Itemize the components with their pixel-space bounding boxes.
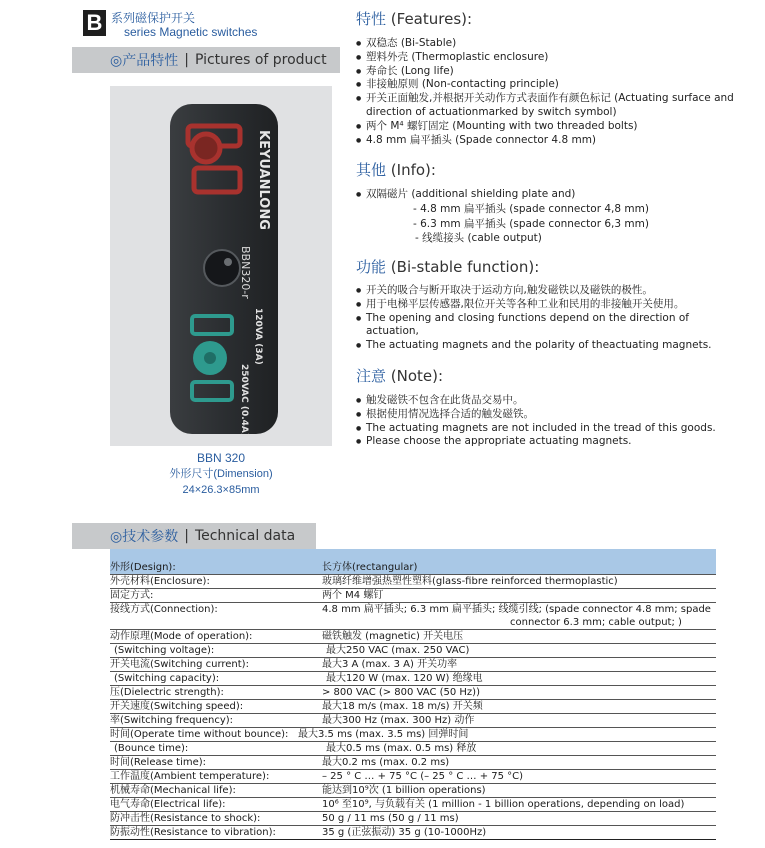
table-row [110,798,716,812]
table-row [110,672,716,686]
table-cell-value: 长方体(rectangular) [322,562,418,573]
table-row [110,575,716,589]
table-cell-label: (Switching voltage): [114,645,215,656]
table-cell-value: 磁铁触发 (magnetic) 开关电压 [322,631,464,642]
table-cell-label: 时间(Release time): [110,757,207,768]
features-list [356,37,741,147]
list-item: ● 双隔磁片 (additional shielding plate and) [356,188,741,202]
table-cell-value: – 25 ° C … + 75 °C (– 25 ° C … + 75 °C) [322,771,524,782]
table-cell-label: 接线方式(Connection): [110,604,218,615]
table-row [110,812,716,826]
table-cell-value: 最大300 Hz (max. 300 Hz) 动作 [322,715,475,726]
table-cell-label: 机械寿命(Mechanical life): [110,785,236,796]
table-cell-label: 外壳材料(Enclosure): [110,576,210,587]
list-item: ● 根据使用情况选择合适的触发磁铁。 [356,408,741,422]
list-item: ● 双稳态 (Bi-Stable) [356,37,741,51]
product-photo [110,86,332,446]
table-row [110,784,716,798]
list-item: ● 开关的吸合与断开取决于运动方向,触发磁铁以及磁铁的极性。 [356,284,721,298]
note-title-cn: 注意 [356,367,387,385]
list-item: ● Please choose the appropriate actuating magnets. [356,435,741,449]
function-heading [356,256,539,277]
function-title-cn: 功能 [356,258,387,276]
info-sub-item: - 6.3 mm 扁平插头 (spade connector 6,3 mm) [413,217,649,230]
rating-print-1: 120VA (3A) [253,308,263,365]
table-row [110,728,716,742]
info-title-cn: 其他 [356,161,387,179]
table-row [110,686,716,700]
table-cell-label: 率(Switching frequency): [110,715,234,726]
table-cell-label: 时间(Operate time without bounce): [110,729,289,740]
pictures-separator: | [184,52,189,68]
table-cell-value-line: connector 6.3 mm; cable output; ) [510,617,682,628]
technical-title-cn: ◎技术参数 [110,529,179,545]
list-item: ● 塑料外壳 (Thermoplastic enclosure) [356,51,741,65]
info-sub-item: - 线缆接头 (cable output) [415,232,542,244]
technical-section-bar [72,523,316,549]
table-cell-label: 压(Dielectric strength): [110,687,224,698]
table-cell-label: (Switching capacity): [114,673,220,684]
technical-table [110,549,716,840]
table-row [110,714,716,728]
info-sub-item: - 4.8 mm 扁平插头 (spade connector 4,8 mm) [413,203,649,215]
technical-title-en: Technical data [194,528,296,544]
table-cell-label: 动作原理(Mode of operation): [110,631,253,642]
table-cell-value: 能达到10⁹次 (1 billion operations) [322,785,486,796]
product-captions [110,450,332,498]
note-list [356,394,741,449]
table-cell-value: 最大250 VAC (max. 250 VAC) [326,645,470,656]
table-cell-label: 防冲击性(Resistance to shock): [110,813,261,824]
table-cell-label: 外形(Design): [110,562,176,573]
list-item: ● The actuating magnets are not included in the tread of this goods. [356,422,741,436]
table-cell-label: 开关电流(Switching current): [110,659,249,670]
rating-print-2: 250VAC (0.4A) [239,364,249,437]
table-row [110,630,716,644]
table-cell-label: 防振动性(Resistance to vibration): [110,827,276,838]
table-row [110,770,716,784]
table-cell-value: > 800 VAC (> 800 VAC (50 Hz)) [322,687,480,698]
caption-dimension-value: 24×26.3×85mm [182,484,260,496]
table-cell-value-line: 4.8 mm 扁平插头; 6.3 mm 扁平插头; 线缆引线; (spade connector 4.8 mm; spade [322,604,711,615]
table-cell-value: 10⁶ 至10⁹, 与负载有关 (1 million - 1 billion operations, depending on load) [322,799,685,810]
table-row [110,700,716,714]
table-row [110,589,716,603]
features-title-cn: 特性 [356,10,387,28]
table-cell-label: (Bounce time): [114,743,189,754]
table-row [110,826,716,840]
function-list [356,284,721,353]
list-item: ● 两个 M⁴ 螺钉固定 (Mounting with two threaded bolts) [356,120,741,134]
table-row [110,756,716,770]
table-row [110,742,716,756]
list-item: ● 用于电梯平层传感器,限位开关等各种工业和民用的非接触开关使用。 [356,298,721,312]
list-item: ● 寿命长 (Long life) [356,65,741,79]
model-print: BBN320-r [239,246,252,299]
table-cell-label: 固定方式: [110,590,154,601]
switch-illustration [110,86,332,446]
list-item: ● 4.8 mm 扁平插头 (Spade connector 4.8 mm) [356,134,741,148]
info-sublist [413,202,649,246]
table-row [110,644,716,658]
function-title-en: (Bi-stable function): [390,258,540,276]
list-item: ● 开关正面触发,并根据开关动作方式表面作有颜色标记 (Actuating surface and direction of actuationmarked by switch symbol) [356,92,741,120]
table-cell-value: 最大0.5 ms (max. 0.5 ms) 释放 [326,743,477,754]
info-title-en: (Info): [390,161,436,179]
list-item: ● 非接触原则 (Non-contacting principle) [356,78,741,92]
table-row [110,603,716,630]
mounting-hole [204,250,240,286]
pictures-section-bar [72,47,340,73]
caption-dimension-label: 外形尺寸(Dimension) [169,468,273,480]
list-item: ● The opening and closing functions depend on the direction of actuation, [356,312,721,340]
table-cell-value: 最大3 A (max. 3 A) 开关功率 [322,659,458,670]
table-cell-value [322,603,716,629]
technical-separator: | [184,528,189,544]
table-cell-value: 最大3.5 ms (max. 3.5 ms) 回弹时间 [298,729,469,740]
series-title-en: series Magnetic switches [124,25,258,39]
info-heading [356,159,436,180]
pictures-title-cn: ◎产品特性 [110,53,179,69]
table-cell-value: 35 g (正弦振动) 35 g (10-1000Hz) [322,827,487,838]
table-row [110,658,716,672]
table-cell-label: 工作温度(Ambient temperature): [110,771,270,782]
table-cell-value: 最大0.2 ms (max. 0.2 ms) [322,757,450,768]
series-title-cn: 系列磁保护开关 [111,11,196,25]
caption-model: BBN 320 [196,451,246,465]
table-cell-value: 最大120 W (max. 120 W) 绝缘电 [326,673,483,684]
info-list [356,188,741,202]
table-cell-value: 50 g / 11 ms (50 g / 11 ms) [322,813,459,824]
table-cell-value: 两个 M4 螺钉 [322,590,384,601]
list-item: ● The actuating magnets and the polarity of theactuating magnets. [356,339,721,353]
list-item: ● 触发磁铁不包含在此货品交易中。 [356,394,741,408]
table-cell-label: 电气寿命(Electrical life): [110,799,226,810]
features-title-en: (Features): [390,10,473,28]
table-cell-label: 开关速度(Switching speed): [110,701,244,712]
table-cell-value: 玻璃纤维增强热塑性塑料(glass-fibre reinforced thermoplastic) [322,576,618,587]
table-header-row [110,549,716,575]
brand-print: KEYUANLONG [256,130,271,230]
series-badge: B [83,10,106,36]
features-heading [356,8,472,29]
pictures-title-en: Pictures of product [194,52,327,68]
table-cell-value: 最大18 m/s (max. 18 m/s) 开关频 [322,701,483,712]
note-title-en: (Note): [390,367,444,385]
note-heading [356,365,443,386]
